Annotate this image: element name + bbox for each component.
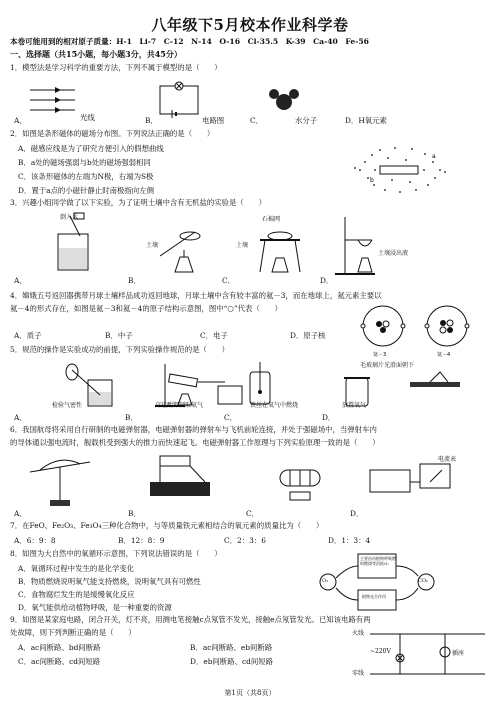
q3-option-c: C．: [222, 276, 236, 285]
q9-label-live: 火线: [352, 630, 365, 637]
q5-caption-b: 高锰酸钾制取氧气: [155, 402, 204, 409]
q1-stem: 1．模型法是学习科学的重要方法，下列不属于模型的是（ ）: [10, 63, 222, 72]
q8-option-d: D．氧气能供给动植物呼吸，是一种重要的资源: [18, 603, 172, 612]
q5-option-b: B．: [125, 413, 138, 422]
q8-option-b: B．物质燃烧说明氧气能支持燃烧，说明氧气具有可燃性: [18, 577, 201, 586]
q7-option-a: A．6：9：8: [14, 536, 56, 545]
q2-option-b: B．a处的磁场强弱与b处的磁场强弱相同: [18, 158, 151, 167]
section-heading: 一、选择题（共15小题，每小题3分，共45分）: [10, 49, 182, 59]
q9-option-d: D．eb间断路、cd间短路: [190, 657, 274, 666]
q4-option-d: D．原子核: [290, 331, 326, 340]
q9-option-b: B．ac间断路、eb间断路: [190, 643, 273, 652]
q5-option-a: A．: [14, 413, 27, 422]
q9-label-socket: 插座: [452, 650, 465, 657]
q5-label-glass: 毛玻璃片光滑面朝下: [360, 362, 415, 369]
q8-stem: 8．如图为大自然中的氧循环示意图，下列说法错误的是（ ）: [10, 549, 222, 558]
q3-label-soil-c: 土壤: [236, 242, 249, 249]
q4-option-a: A．质子: [14, 331, 42, 340]
q4-stem-line1: 4．嫦娥五号返回器携带月球土壤样品成功返回地球，月球土壤中含有较丰富的氦－3，而在地球上，氦元素主要以: [10, 291, 382, 300]
q6-option-b: B．: [128, 509, 141, 518]
q8-option-c: C．食物腐烂发生的是缓慢氧化反应: [18, 590, 135, 599]
iron-burning-figure: [250, 362, 270, 404]
q7-stem: 7．在FeO、Fe₂O₃、Fe₃O₄三种化合物中，与等质量铁元素相结合的氧元素的质量比为（ ）: [10, 521, 324, 530]
q9-stem-line2: 处故障，则下列判断正确的是（ ）: [10, 628, 136, 637]
q3-label-soil-b: 土壤: [146, 242, 159, 249]
ammeter-setup-figure: [370, 464, 450, 492]
light-rays-figure: [30, 87, 75, 113]
q7-option-b: B．12：8：9: [118, 536, 165, 545]
q6-stem-line1: 6．我国航母将采用自行研制的电磁弹射器，电磁弹射器的弹射车与飞机前轮连接，并处于强磁场中，当弹射车内: [10, 425, 377, 434]
q2-stem: 2．如图是条形磁体的磁场分布图。下列说法正确的是（ ）: [10, 129, 215, 138]
q1-label-circuit: 电路图: [202, 116, 225, 125]
q6-label-ammeter: 电流表: [438, 456, 457, 463]
q5-option-c: C．: [224, 413, 238, 422]
q3-option-b: B．: [128, 276, 141, 285]
q5-option-d: D．: [322, 413, 336, 422]
q2-option-c: C．该条形磁体的左端为N极，右端为S极: [18, 172, 154, 181]
bar-magnet-field-figure: [340, 140, 460, 200]
q3-label-extract: 土壤浸出液: [378, 250, 409, 257]
q9-stem-line1: 9．如图是某家庭电路，闭合开关，灯不亮，用测电笔接触c点氖管不发光，接触e点氖管发光。已知该电路有两: [10, 615, 371, 624]
q2-option-a: A．磁感应线是为了研究方便引入的假想曲线: [18, 144, 164, 153]
q8-label-photosynthesis: 植物光合作用: [362, 594, 386, 599]
q3-option-a: A．: [14, 276, 27, 285]
q2-option-d: D．置于a点的小磁针静止时南极指向左侧: [18, 186, 154, 195]
q1-label-water: 水分子: [295, 116, 318, 125]
q3-option-d: D．: [320, 276, 334, 285]
magnet-rod-figure: [30, 460, 90, 506]
q9-option-c: C．ac间断路、cd间短路: [18, 657, 101, 666]
q5-caption-a: 检验气密性: [52, 402, 83, 409]
q5-caption-c: 铁丝在氧气中燃烧: [250, 402, 299, 409]
q4-option-c: C．电子: [200, 331, 228, 340]
beaker-figure: [58, 213, 88, 270]
q3-label-pour: 倒入水: [60, 214, 79, 221]
page-footer: 第1页（共8页）: [224, 689, 276, 697]
q8-label-consume: 主要由动植物呼吸燃料燃烧等消耗O₂: [360, 556, 396, 566]
evaporating-dish-figure: [335, 217, 375, 274]
battery-coil-figure: [150, 456, 210, 496]
he3-label: 氦－3: [373, 352, 387, 358]
q6-stem-line2: 的导体通以强电流时，舰载机受到强大的推力而快速起飞。电磁弹射器工作原理与下列实验原理一致的是（ ）: [10, 438, 380, 447]
q1-option-d: D．H氧元素: [345, 116, 387, 125]
q3-figures: [10, 212, 490, 282]
q1-label-light: 光线: [80, 113, 95, 122]
circuit-diagram-figure: [160, 82, 198, 118]
q7-option-d: D．1：3：4: [328, 536, 371, 545]
q6-option-c: C．: [246, 509, 260, 518]
q7-option-c: C．2：3：6: [224, 536, 266, 545]
q9-label-neutral: 零线: [352, 670, 365, 677]
q1-option-a: A．: [14, 116, 27, 125]
water-molecule-figure: [269, 89, 299, 110]
q9-option-a: A．ac间断路、bd间断路: [18, 643, 101, 652]
q6-option-d: D．: [350, 509, 364, 518]
asbestos-gauze-figure: [260, 232, 300, 272]
field-point-a: a: [432, 153, 436, 160]
q3-stem: 3．兴趣小组同学做了以下实验，为了证明土壤中含有无机盐的实验是（ ）: [10, 198, 266, 207]
atomic-masses: 本卷可能用到的相对原子质量：H-1 Li-7 C-12 N-14 O-16 Cl-35.5 K-39 Ca-40 Fe-56: [10, 37, 369, 46]
catapult-car-figure: [410, 372, 460, 387]
he4-label: 氦－4: [437, 352, 451, 358]
q9-label-voltage: ~220V: [370, 648, 391, 655]
q3-label-gauze: 石棉网: [262, 216, 281, 223]
q4-stem-line2: 氦－4的形式存在，如图是氦－3和氦－4的原子结构示意图，图中“○”代表（ ）: [10, 304, 283, 313]
q5-caption-d: 放置氧气: [342, 402, 367, 409]
q8-label-co2: CO₂: [418, 578, 428, 584]
q5-stem: 5．规范的操作是实验成功的前提，下列实验操作规范的是（ ）: [10, 345, 230, 354]
q8-label-o2: O₂: [322, 578, 329, 584]
helium-atoms-figure: [355, 302, 485, 362]
q8-option-a: A．氧循环过程中发生的是化学变化: [18, 564, 135, 573]
field-point-b: b: [370, 177, 374, 184]
q6-option-a: A．: [14, 509, 27, 518]
heating-dish-figure: [160, 232, 200, 272]
q6-figures: [10, 452, 490, 512]
q1-option-b: B．: [145, 116, 158, 125]
solenoid-figure: [280, 470, 320, 500]
q4-option-b: B．中子: [105, 331, 133, 340]
q1-option-c: C．: [250, 116, 264, 125]
page-title: 八年级下5月校本作业科学卷: [151, 16, 349, 34]
